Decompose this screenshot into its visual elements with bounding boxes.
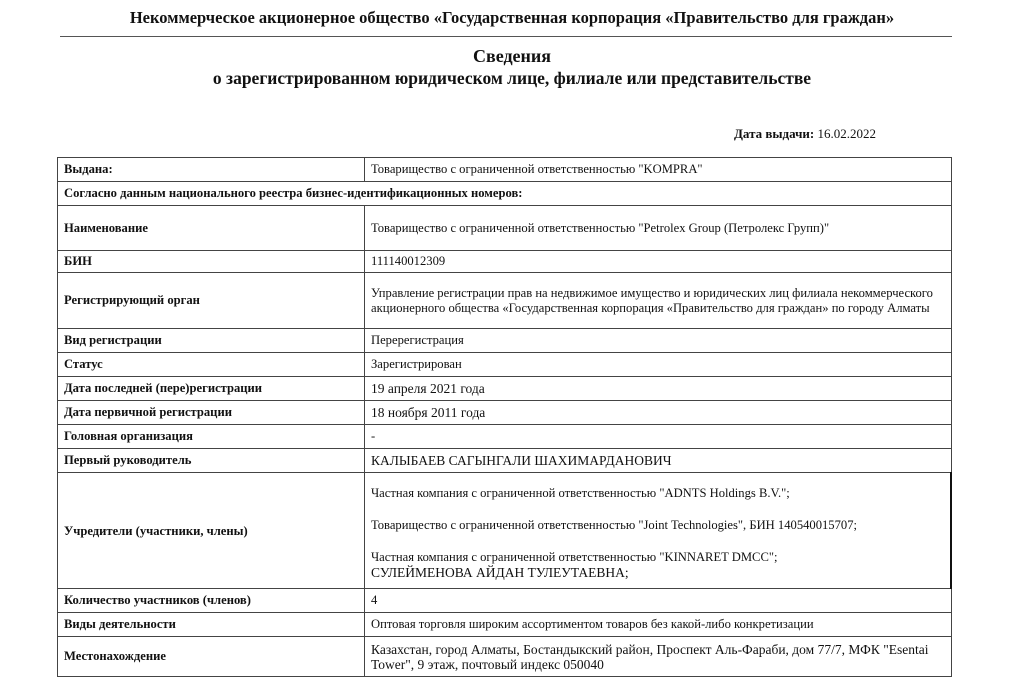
table-row xyxy=(58,353,952,377)
head-label: Первый руководитель xyxy=(58,449,365,473)
founder-item: Частная компания с ограниченной ответственностью "KINNARET DMCC"; xyxy=(371,549,778,564)
head-value: КАЛЫБАЕВ САГЫНГАЛИ ШАХИМАРДАНОВИЧ xyxy=(365,449,952,473)
reg-type-label: Вид регистрации xyxy=(58,329,365,353)
location-value: Казахстан, город Алматы, Бостандыкский район, Проспект Аль-Фараби, дом 77/7, МФК "Esentai Tower", 9 этаж, почтовый индекс 050040 xyxy=(365,637,952,677)
table-row xyxy=(58,329,952,353)
parent-org-label: Головная организация xyxy=(58,425,365,449)
issued-to-label: Выдана: xyxy=(58,158,365,182)
reg-body-value: Управление регистрации прав на недвижимое имущество и юридических лиц филиала некоммерческого акционерного общества «Государственная корпорация «Правительство для граждан» по городу Алматы xyxy=(365,273,952,329)
reg-body-label: Регистрирующий орган xyxy=(58,273,365,329)
table-row xyxy=(58,613,952,637)
last-reg-value: 19 апреля 2021 года xyxy=(365,377,952,401)
bin-label: БИН xyxy=(58,251,365,273)
last-reg-label: Дата последней (пере)регистрации xyxy=(58,377,365,401)
first-reg-label: Дата первичной регистрации xyxy=(58,401,365,425)
issue-date xyxy=(734,126,876,142)
table-row xyxy=(58,449,952,473)
location-label: Местонахождение xyxy=(58,637,365,677)
members-count-label: Количество участников (членов) xyxy=(58,589,365,613)
status-value: Зарегистрирован xyxy=(365,353,952,377)
table-row xyxy=(58,182,952,206)
table-row xyxy=(58,473,952,589)
parent-org-value: - xyxy=(365,425,952,449)
organization-header: Некоммерческое акционерное общество «Государственная корпорация «Правительство для граждан» xyxy=(129,8,895,27)
table-row xyxy=(58,206,952,251)
issue-date-value: 16.02.2022 xyxy=(817,126,876,141)
document-title: Сведения xyxy=(472,46,552,66)
document-subtitle: о зарегистрированном юридическом лице, филиале или представительстве xyxy=(212,68,812,88)
bin-value: 111140012309 xyxy=(365,251,952,273)
issued-to-value: Товарищество с ограниченной ответственностью "KOMPRA" xyxy=(365,158,952,182)
registry-note: Согласно данным национального реестра бизнес-идентификационных номеров: xyxy=(58,182,952,206)
status-label: Статус xyxy=(58,353,365,377)
issue-date-label: Дата выдачи: xyxy=(733,126,815,141)
founder-item: Товарищество с ограниченной ответственностью "Joint Technologies", БИН 140540015707; xyxy=(371,517,857,532)
table-row xyxy=(58,589,952,613)
table-row xyxy=(58,273,952,329)
table-row xyxy=(58,401,952,425)
founder-item: Частная компания с ограниченной ответственностью "ADNTS Holdings B.V."; xyxy=(371,485,790,500)
registration-info-table xyxy=(57,157,952,677)
founders-list xyxy=(365,473,952,589)
members-count-value: 4 xyxy=(365,589,952,613)
table-row xyxy=(58,425,952,449)
activity-value: Оптовая торговля широким ассортиментом товаров без какой-либо конкретизации xyxy=(365,613,952,637)
name-value: Товарищество с ограниченной ответственностью "Petrolex Group (Петролекс Групп)" xyxy=(365,206,952,251)
first-reg-value: 18 ноября 2011 года xyxy=(365,401,952,425)
reg-type-value: Перерегистрация xyxy=(365,329,952,353)
founder-item: СУЛЕЙМЕНОВА АЙДАН ТУЛЕУТАЕВНА; xyxy=(371,564,629,580)
table-row xyxy=(58,158,952,182)
table-row xyxy=(58,377,952,401)
table-row xyxy=(58,251,952,273)
activity-label: Виды деятельности xyxy=(58,613,365,637)
table-row xyxy=(58,637,952,677)
header-divider xyxy=(60,36,952,37)
name-label: Наименование xyxy=(58,206,365,251)
founders-label: Учредители (участники, члены) xyxy=(58,473,365,589)
